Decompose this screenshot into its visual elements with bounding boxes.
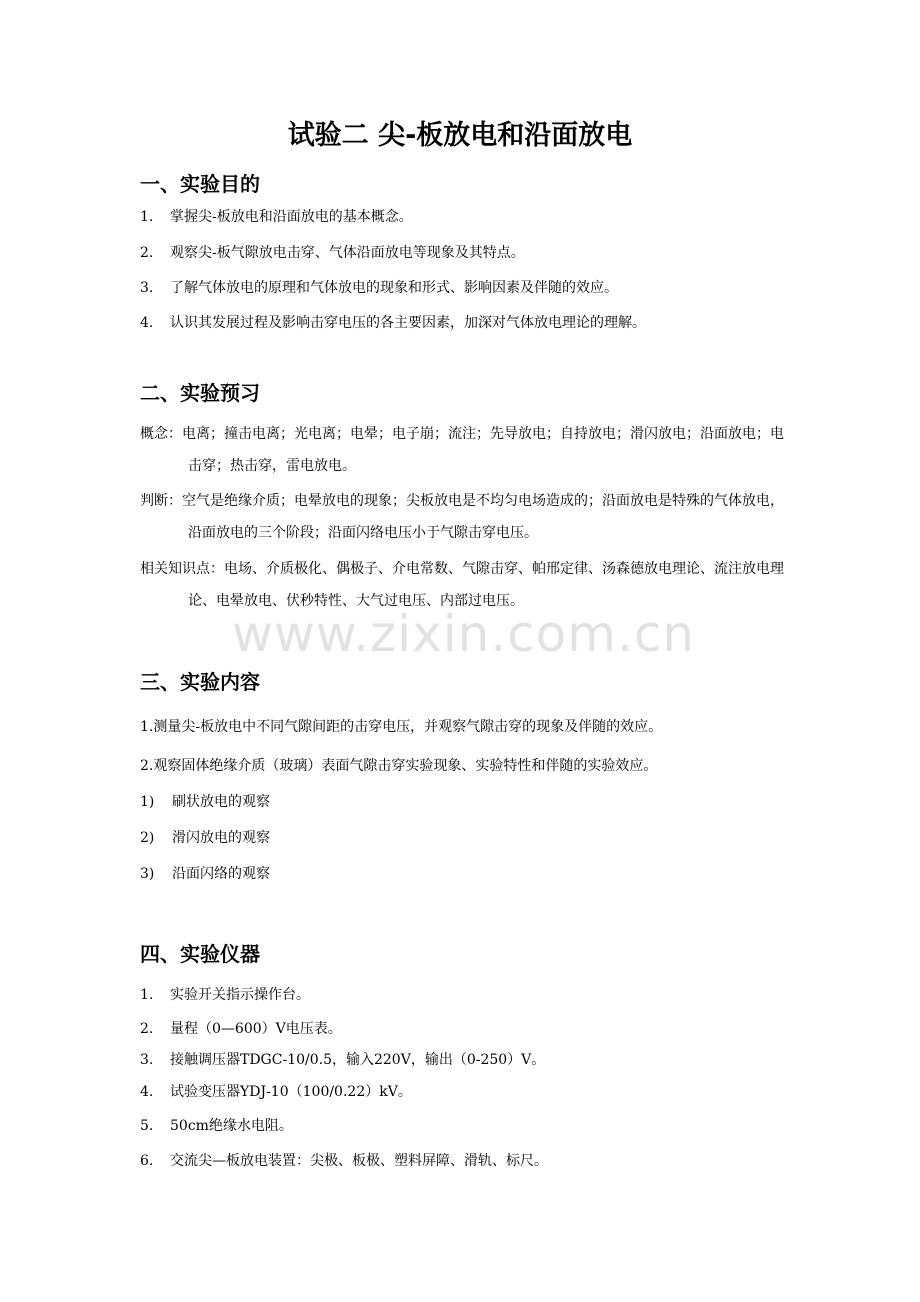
list-item: [140, 1050, 800, 1070]
list-number: 5.: [140, 1118, 154, 1134]
list-item: [140, 1151, 800, 1171]
list-item: [140, 985, 800, 1005]
list-text: 观察尖-板气隙放电击穿、气体沿面放电等现象及其特点。: [170, 245, 525, 261]
list-text: 滑闪放电的观察: [172, 830, 270, 846]
list-number: 2): [140, 830, 155, 846]
concepts-paragraph: 概念：电离；撞击电离；光电离；电晕；电子崩；流注；先导放电；自持放电；滑闪放电；沿面放电；电击穿；热击穿，雷电放电。: [140, 426, 784, 474]
list-item: [140, 207, 800, 227]
sub-list-item: [140, 864, 800, 884]
list-text: 刷状放电的观察: [172, 794, 270, 810]
knowledge-paragraph: 相关知识点：电场、介质极化、偶极子、介电常数、气隙击穿、帕邢定律、汤森德放电理论、流注放电理论、电晕放电、伏秒特性、大气过电压、内部过电压。: [140, 561, 784, 609]
list-number: 1): [140, 794, 155, 810]
list-number: 6.: [140, 1153, 154, 1169]
section-heading-content: 三、实验内容: [140, 670, 260, 694]
list-text: 了解气体放电的原理和气体放电的现象和形式、影响因素及伴随的效应。: [170, 280, 618, 296]
list-text: 认识其发展过程及影响击穿电压的各主要因素，加深对气体放电理论的理解。: [170, 315, 646, 331]
section-heading-objective: 一、实验目的: [140, 172, 260, 196]
list-number: 1.: [140, 209, 154, 225]
list-text: 交流尖—板放电装置：尖极、板极、塑料屏障、滑轨、标尺。: [170, 1153, 548, 1169]
judgement-paragraph: 判断：空气是绝缘介质；电晕放电的现象；尖板放电是不均匀电场造成的；沿面放电是特殊的气体放电，沿面放电的三个阶段；沿面闪络电压小于气隙击穿电压。: [140, 493, 784, 541]
list-text: 沿面闪络的观察: [172, 866, 270, 882]
list-text: 50cm绝缘水电阻。: [170, 1118, 293, 1134]
list-number: 4.: [140, 315, 154, 331]
page-title: 试验二 尖-板放电和沿面放电: [287, 120, 633, 151]
section-heading-preview: 二、实验预习: [140, 381, 260, 405]
sub-list-item: [140, 792, 800, 812]
list-item: [140, 313, 800, 333]
list-text: 量程（0—600）V电压表。: [170, 1021, 342, 1037]
list-number: 2.: [140, 1021, 154, 1037]
list-text: 接触调压器TDGC-10/0.5，输入220V，输出（0-250）V。: [170, 1052, 546, 1068]
sub-list-item: [140, 828, 800, 848]
list-number: 1.: [140, 987, 154, 1003]
list-item: [140, 243, 800, 263]
list-item: [140, 278, 800, 298]
list-number: 3): [140, 866, 155, 882]
list-item: [140, 1116, 800, 1136]
content-item-2: 2.观察固体绝缘介质（玻璃）表面气隙击穿实验现象、实验特性和伴随的实验效应。: [140, 758, 658, 774]
list-item: [140, 1082, 800, 1102]
list-number: 4.: [140, 1084, 154, 1100]
list-text: 实验开关指示操作台。: [170, 987, 310, 1003]
watermark: www.zixin.com.cn: [232, 605, 696, 663]
list-number: 3.: [140, 1052, 154, 1068]
section-heading-instruments: 四、实验仪器: [140, 942, 260, 966]
content-item-1: 1.测量尖-板放电中不同气隙间距的击穿电压，并观察气隙击穿的现象及伴随的效应。: [140, 719, 663, 735]
list-number: 2.: [140, 245, 154, 261]
list-item: [140, 1019, 800, 1039]
list-number: 3.: [140, 280, 154, 296]
list-text: 掌握尖-板放电和沿面放电的基本概念。: [170, 209, 413, 225]
list-text: 试验变压器YDJ-10（100/0.22）kV。: [170, 1084, 412, 1100]
